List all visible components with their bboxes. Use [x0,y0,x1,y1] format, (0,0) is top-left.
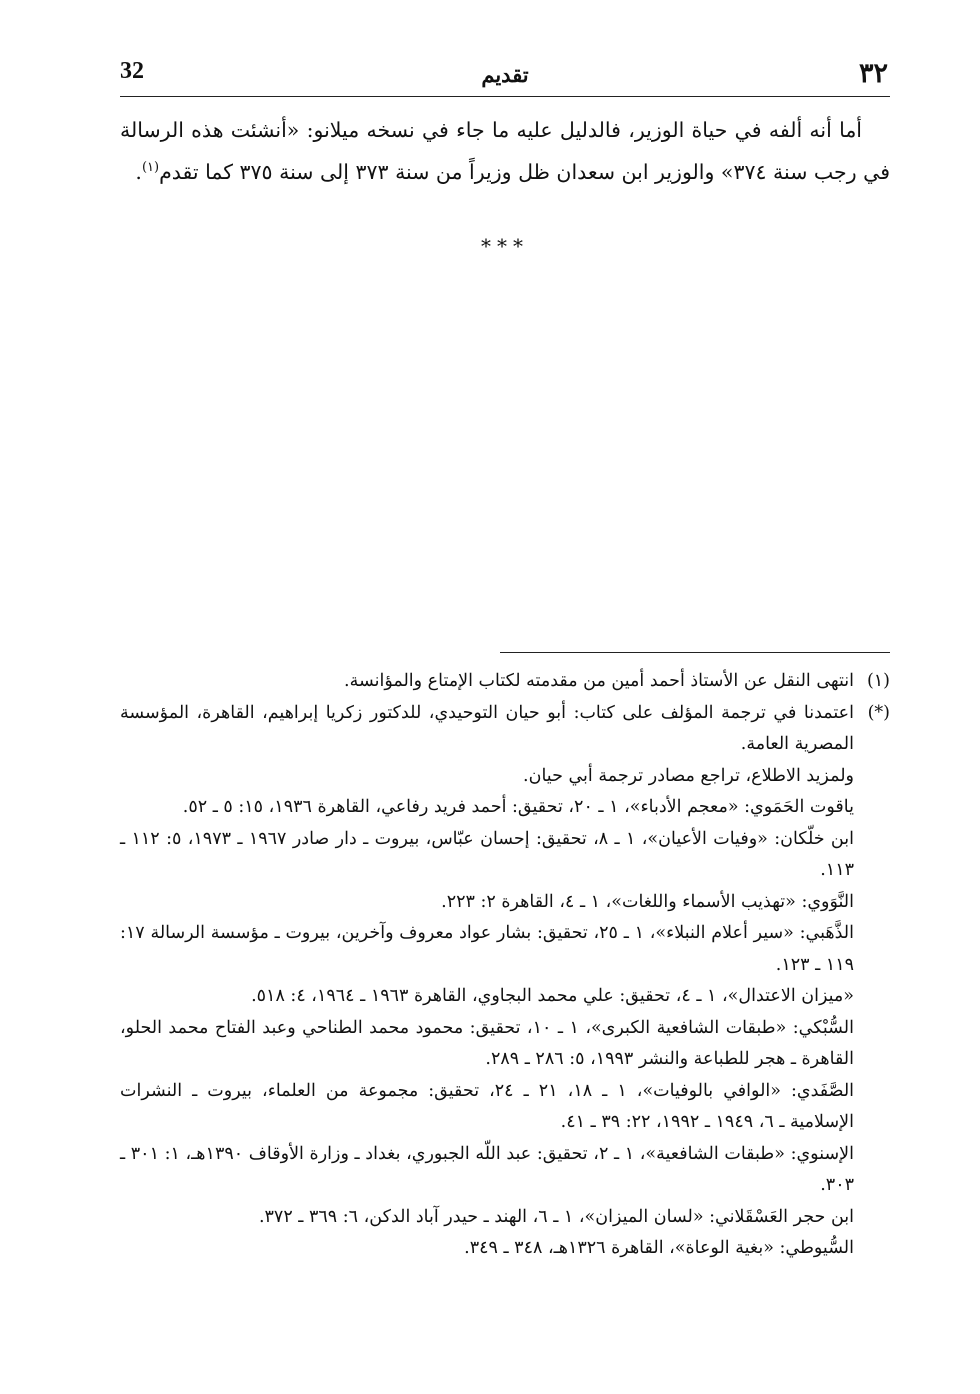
footnote-1 [120,666,890,698]
source-entry: الصَّفَدي: «الوافي بالوفيات»، ١ ـ ١٨، ٢١ ـ ٢٤، تحقيق: مجموعة من العلماء، بيروت ـ النشرات الإسلامية ـ ٦، ١٩٤٩ ـ ١٩٩٢، ٢٢: ٣٩ ـ ٤١. [120,1080,855,1132]
footnotes [120,666,890,1265]
page-number-arabic: ٣٢ [858,58,888,89]
page-number-latin: 32 [120,58,144,84]
body-paragraph [120,112,890,191]
running-title: تقديم [481,62,529,87]
paragraph-end: . [135,159,142,184]
footnote-line: اعتمدنا في ترجمة المؤلف على كتاب: أبو حيان التوحيدي، للدكتور زكريا إبراهيم، القاهرة، المؤسسة المصرية العامة. [120,702,854,754]
source-entry: «ميزان الاعتدال»، ١ ـ ٤، تحقيق: علي محمد البجاوي، القاهرة ١٩٦٣ ـ ١٩٦٤، ٤: ٥١٨. [251,986,854,1006]
footnote-ref: (١) [141,160,160,175]
section-separator: *** [481,234,529,258]
footnote-mark: (*) [867,702,890,723]
source-entry: السُّبْكي: «طبقات الشافعية الكبرى»، ١ ـ ١٠، تحقيق: محمود محمد الطناحي وعبد الفتاح محمد الحلو، القاهرة ـ هجر للطباعة والنشر ١٩٩٣، ٥: ٢٨٦ ـ ٢٨٩. [120,1017,854,1069]
footnote-star [120,698,890,1265]
running-header [120,58,890,97]
source-entry: ابن حجر العَسْقَلاني: «لسان الميزان»، ١ ـ ٦، الهند ـ حيدر آباد الدكن، ٦: ٣٦٩ ـ ٣٧٢. [258,1206,854,1227]
source-entry: ياقوت الحَمَوي: «معجم الأدباء»، ١ ـ ٢٠، تحقيق: أحمد فريد رفاعي، القاهرة ١٩٣٦، ١٥: ٥ ـ ٥٢. [182,797,854,817]
source-entry: السُّيوطي: «بغية الوعاة»، القاهرة ١٣٢٦هـ، ٣٤٨ ـ ٣٤٩. [464,1238,854,1258]
footnote-mark: (١) [866,671,890,691]
source-entry: ابن خلّكان: «وفيات الأعيان»، ١ ـ ٨، تحقيق: إحسان عبّاس، بيروت ـ دار صادر ١٩٦٧ ـ ١٩٧٣، ٥: ١١٢ ـ ١١٣. [120,828,854,880]
source-entry: الإسنوي: «طبقات الشافعية»، ١ ـ ٢، تحقيق: عبد اللّه الجبوري، بغداد ـ وزارة الأوقاف ١٣٩٠هـ، ١: ٣٠١ ـ ٣٠٣. [120,1143,854,1195]
source-entry: النَّوَوي: «تهذيب الأسماء واللغات»، ١ ـ ٤، القاهرة ٢: ٢٢٣. [441,891,854,912]
source-entry: الذَّهَبي: «سير أعلام النبلاء»، ١ ـ ٢٥، تحقيق: بشار عواد معروف وآخرين، بيروت ـ مؤسسة الرسالة ١٧: ١١٩ ـ ١٢٣. [120,923,854,975]
footnote-text: انتهى النقل عن الأستاذ أحمد أمين من مقدمته لكتاب الإمتاع والمؤانسة. [344,671,854,691]
footnote-rule [500,652,890,653]
paragraph-text: أما أنه ألفه في حياة الوزير، فالدليل عليه ما جاء في نسخه ميلانو: «أنشئت هذه الرسالة في رجب سنة ٣٧٤» والوزير ابن سعدان ظل وزيراً من سنة ٣٧٣ إلى سنة ٣٧٥ كما تقدم [120,118,890,184]
footnote-line: ولمزيد الاطلاع، تراجع مصادر ترجمة أبي حيان. [523,765,854,786]
main-text [120,112,890,191]
